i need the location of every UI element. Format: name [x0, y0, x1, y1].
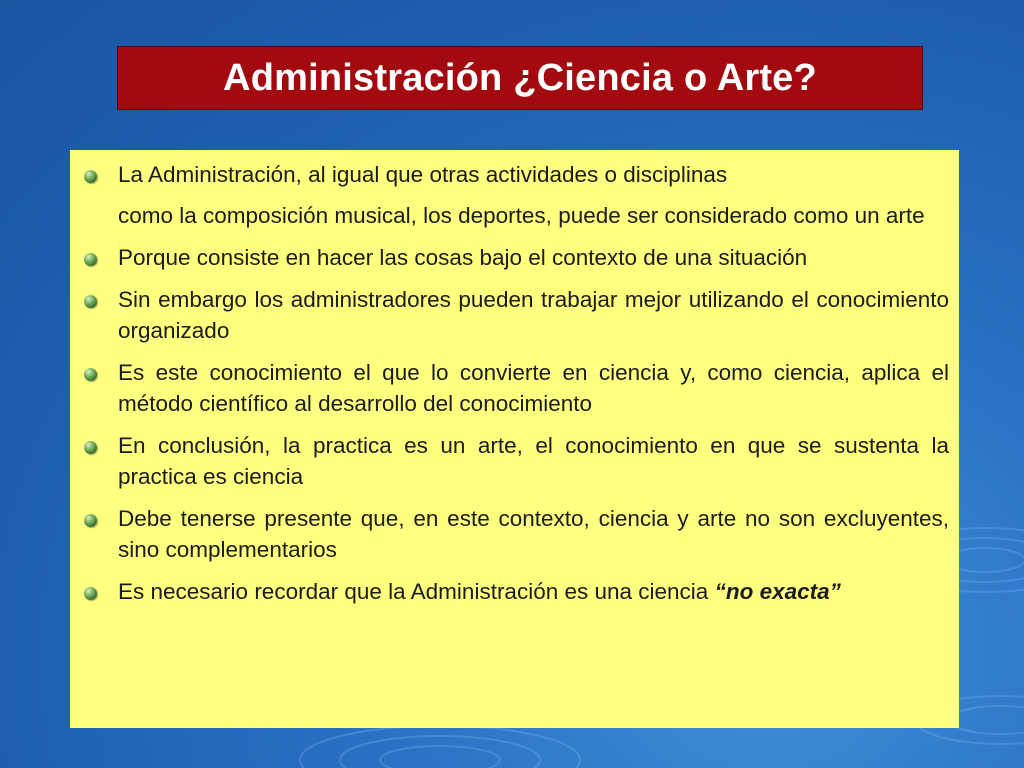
bullet-item-6 — [84, 503, 949, 565]
bullet-text-wrapper — [118, 576, 949, 607]
bullet-text: En conclusión, la practica es un arte, el conocimiento en que se sustenta la practica es ciencia — [118, 433, 949, 489]
bullet-list — [84, 159, 949, 607]
bullet-icon — [84, 170, 97, 183]
bullet-item-4 — [84, 357, 949, 419]
bullet-icon — [84, 253, 97, 266]
title-banner — [117, 46, 923, 110]
bullet-icon — [84, 368, 97, 381]
bullet-item-7 — [84, 576, 949, 607]
bullet-item-5 — [84, 430, 949, 492]
bullet-text: Debe tenerse presente que, en este contexto, ciencia y arte no son excluyentes, sino complementarios — [118, 506, 949, 562]
slide-title: Administración ¿Ciencia o Arte? — [223, 56, 817, 99]
bullet-text: Sin embargo los administradores pueden trabajar mejor utilizando el conocimiento organizado — [118, 287, 949, 343]
bullet-text-continuation: como la composición musical, los deportes, puede ser considerado como un arte — [118, 203, 925, 228]
bullet-text: Es este conocimiento el que lo convierte en ciencia y, como ciencia, aplica el método científico al desarrollo del conocimiento — [118, 360, 949, 416]
bullet-item-2 — [84, 242, 949, 273]
bullet-item-1 — [84, 159, 949, 231]
bullet-text: La Administración, al igual que otras actividades o disciplinas — [118, 162, 728, 187]
emphasis-text: “no exacta” — [714, 579, 841, 604]
bullet-text: Es necesario recordar que la Administración es una ciencia — [118, 579, 715, 604]
bullet-icon — [84, 295, 97, 308]
bullet-text: Porque consiste en hacer las cosas bajo el contexto de una situación — [118, 245, 808, 270]
bullet-item-3 — [84, 284, 949, 346]
bullet-icon — [84, 587, 97, 600]
bullet-icon — [84, 441, 97, 454]
content-panel — [70, 150, 959, 728]
bullet-icon — [84, 514, 97, 527]
